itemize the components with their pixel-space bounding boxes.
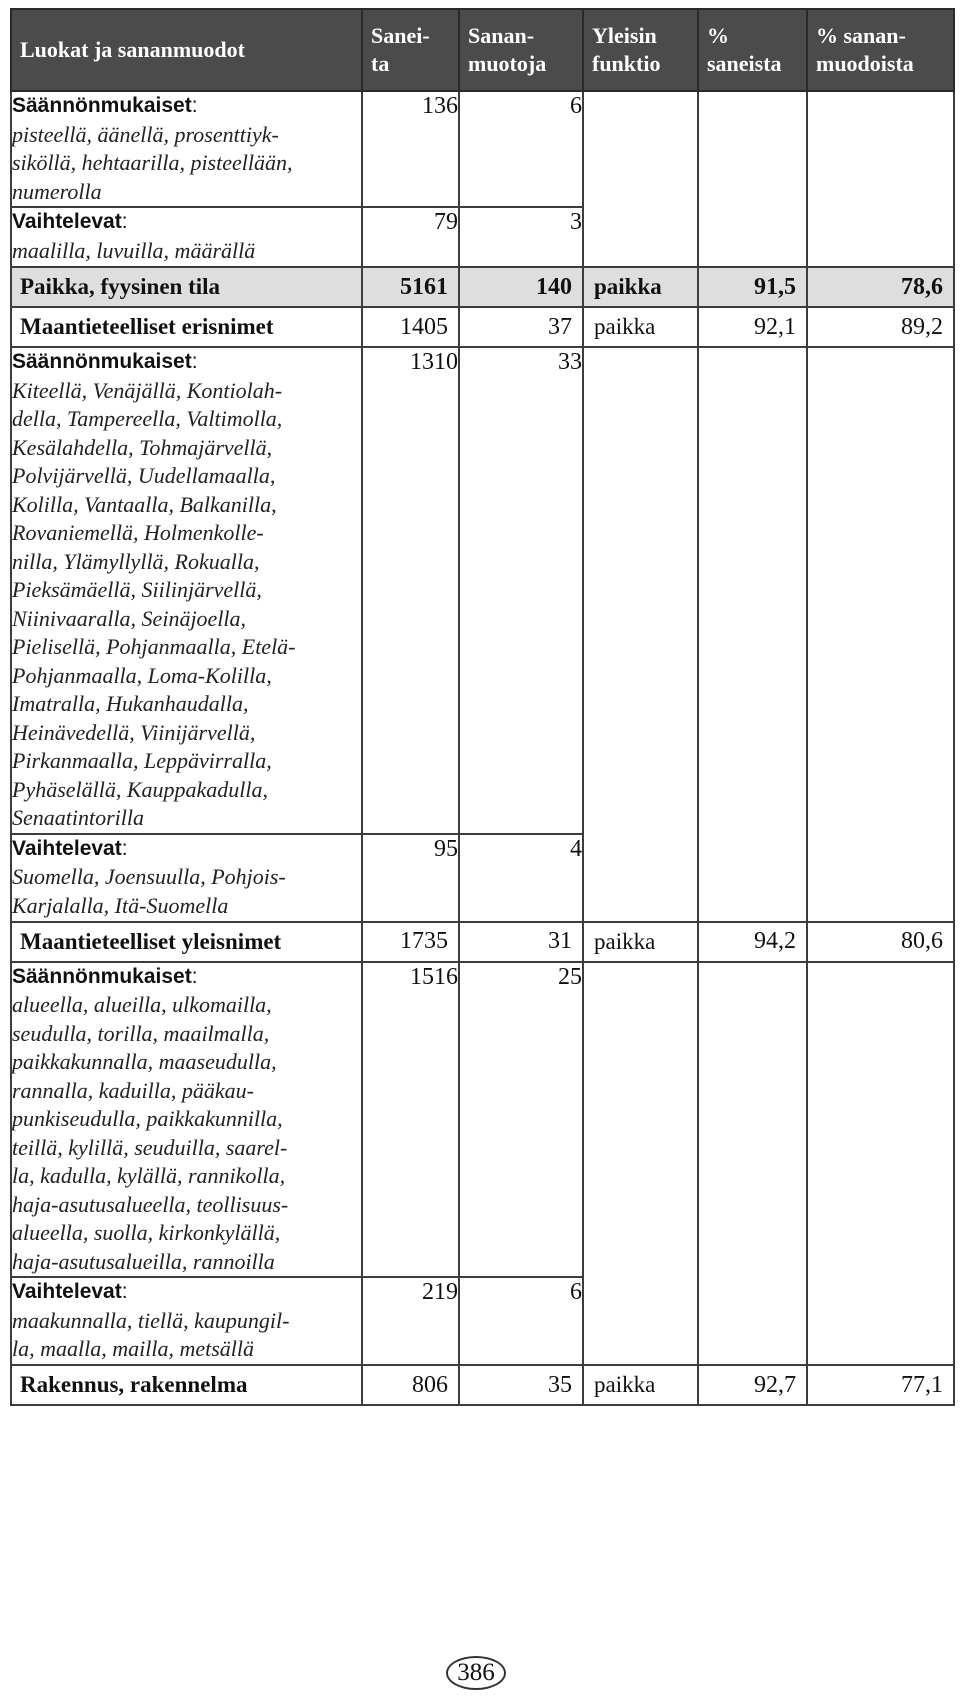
subgroup-label: Vaihtelevat [12,836,122,860]
forms-cell: 6 [459,91,583,207]
forms-cell: 37 [459,307,583,347]
subgroup-cell: Vaihtelevat: Suomella, Joensuulla, Pohjois- Karjalalla, Itä-Suomella [11,834,362,922]
tokens-cell: 219 [362,1277,459,1365]
tokens-cell: 79 [362,207,459,267]
subgroup-cell: Vaihtelevat: maalilla, luvuilla, määrällä [11,207,362,267]
forms-cell: 3 [459,207,583,267]
subgroup-row [11,347,954,834]
tokens-cell: 1735 [362,922,459,962]
category-label: Rakennus, rakennelma [11,1365,362,1405]
subgroup-row [11,91,954,207]
word-list: maalilla, luvuilla, määrällä [12,237,256,263]
subgroup-cell: Vaihtelevat: maakunnalla, tiellä, kaupungil- la, maalla, mailla, metsällä [11,1277,362,1365]
header-pct-tokens: % saneista [698,9,807,91]
tokens-cell: 136 [362,91,459,207]
subgroup-label: Säännönmukaiset [12,94,192,117]
subgroup-cell: Säännönmukaiset: alueella, alueilla, ulkomailla, seudulla, torilla, maailmalla, paikkakunnalla, maaseudulla, rannalla, kaduilla, pääkau- punkiseudulla, paikkakunnilla, teillä, kylillä, seuduilla, saarel- la, kadulla, kylällä, rannikolla, haja-asutusalueella, teollisuus- alueella, suolla, kirkonkylällä, haja-asutusalueilla, rannoilla [11,962,362,1278]
subgroup-cell: Säännönmukaiset: pisteellä, äänellä, prosenttiyk- siköllä, hehtaarilla, pisteellään, numerolla [11,91,362,207]
pct-tokens-cell: 91,5 [698,267,807,307]
category-row [11,1365,954,1405]
forms-cell: 4 [459,834,583,922]
word-list: Suomella, Joensuulla, Pohjois- Karjalalla, Itä-Suomella [12,864,286,918]
subgroup-label: Vaihtelevat [12,1280,122,1303]
tokens-cell: 95 [362,834,459,922]
subgroup-cell: Säännönmukaiset: Kiteellä, Venäjällä, Kontiolah- della, Tampereella, Valtimolla, Kesälahdella, Tohmajärvellä, Polvijärvellä, Uudellamaalla, Kolilla, Vantaalla, Balkanilla, Rovaniemellä, Holmenkolle- nilla, Ylämyllyllä, Rokualla, Pieksämäellä, Siilinjärvellä, Niinivaaralla, Seinäjoella, Pielisellä, Pohjanmaalla, Etelä- Pohjanmaalla, Loma-Kolilla, Imatralla, Hukanhaudalla, Heinävedellä, Viinijärvellä, Pirkanmaalla, Leppävirralla, Pyhäselällä, Kauppakadulla, Senaatintorilla [11,347,362,834]
category-row [11,922,954,962]
subgroup-row [11,962,954,1278]
table-header-row [11,9,954,91]
word-list: maakunnalla, tiellä, kaupungil- la, maalla, mailla, metsällä [12,1307,290,1361]
function-cell: paikka [583,922,698,962]
word-form-table [10,8,955,1406]
tokens-cell: 806 [362,1365,459,1405]
category-row [11,267,954,307]
pct-tokens-cell: 92,7 [698,1365,807,1405]
page-number: 386 [446,1656,506,1690]
forms-cell: 33 [459,347,583,834]
forms-cell: 140 [459,267,583,307]
header-function: Yleisin funktio [583,9,698,91]
word-list: pisteellä, äänellä, prosenttiyk- siköllä, hehtaarilla, pisteellään, numerolla [12,121,293,204]
pct-forms-cell: 80,6 [807,922,954,962]
subgroup-label: Säännönmukaiset [12,964,192,988]
forms-cell: 35 [459,1365,583,1405]
word-list: Kiteellä, Venäjällä, Kontiolah- della, Tampereella, Valtimolla, Kesälahdella, Tohmajärvellä, Polvijärvellä, Uudellamaalla, Kolilla, Vantaalla, Balkanilla, Rovaniemellä, Holmenkolle- nilla, Ylämyllyllä, Rokualla, Pieksämäellä, Siilinjärvellä, Niinivaaralla, Seinäjoella, Pielisellä, Pohjanmaalla, Etelä- Pohjanmaalla, Loma-Kolilla, Imatralla, Hukanhaudalla, Heinävedellä, Viinijärvellä, Pirkanmaalla, Leppävirralla, Pyhäselällä, Kauppakadulla, Senaatintorilla [12,377,296,830]
pct-forms-cell: 89,2 [807,307,954,347]
subgroup-label: Vaihtelevat [12,210,122,233]
tokens-cell: 1310 [362,347,459,834]
header-category: Luokat ja sananmuodot [11,9,362,91]
pct-tokens-cell: 94,2 [698,922,807,962]
word-list: alueella, alueilla, ulkomailla, seudulla, torilla, maailmalla, paikkakunnalla, maaseudulla, rannalla, kaduilla, pääkau- punkiseudulla, paikkakunnilla, teillä, kylillä, seuduilla, saarel- la, kadulla, kylällä, rannikolla, haja-asutusalueella, teollisuus- alueella, suolla, kirkonkylällä, haja-asutusalueilla, rannoilla [12,992,289,1274]
tokens-cell: 5161 [362,267,459,307]
header-pct-forms: % sanan- muodoista [807,9,954,91]
tokens-cell: 1516 [362,962,459,1278]
pct-forms-cell: 77,1 [807,1365,954,1405]
forms-cell: 31 [459,922,583,962]
forms-cell: 6 [459,1277,583,1365]
pct-forms-cell: 78,6 [807,267,954,307]
function-cell: paikka [583,267,698,307]
tokens-cell: 1405 [362,307,459,347]
subgroup-label: Säännönmukaiset [12,350,192,373]
pct-tokens-cell: 92,1 [698,307,807,347]
function-cell: paikka [583,1365,698,1405]
category-row [11,307,954,347]
header-forms: Sanan- muotoja [459,9,583,91]
category-label: Paikka, fyysinen tila [11,267,362,307]
forms-cell: 25 [459,962,583,1278]
category-label: Maantieteelliset yleisnimet [11,922,362,962]
header-tokens: Sanei- ta [362,9,459,91]
function-cell: paikka [583,307,698,347]
category-label: Maantieteelliset erisnimet [11,307,362,347]
